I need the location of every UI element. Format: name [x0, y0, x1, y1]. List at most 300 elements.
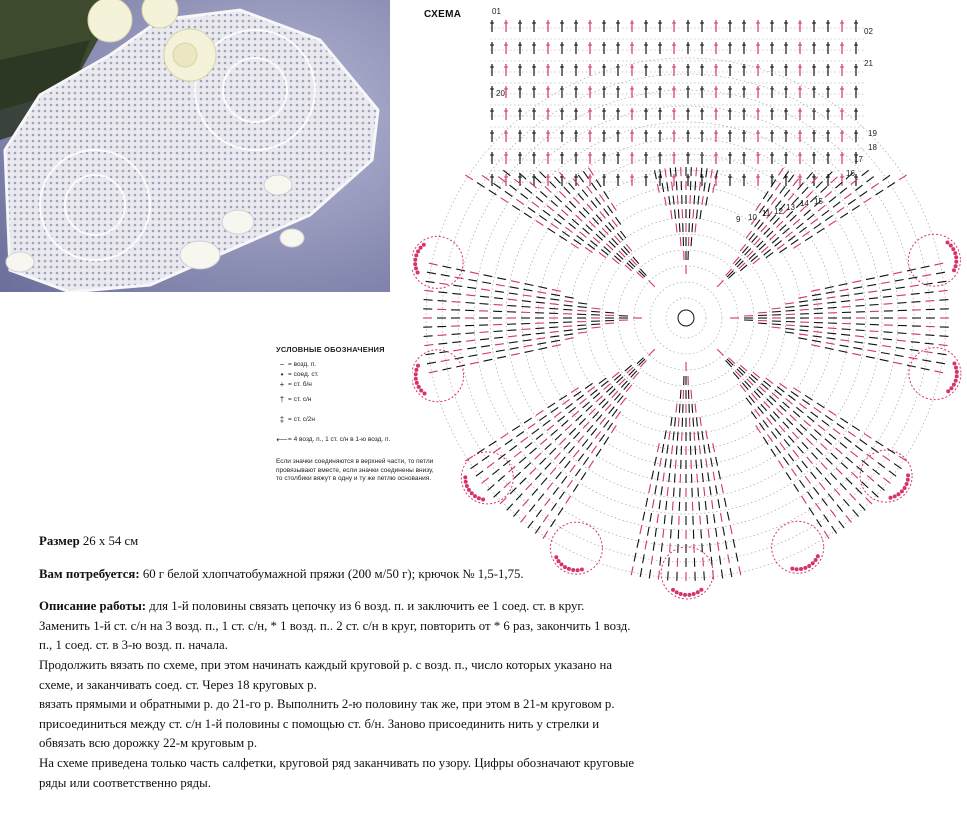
stitch-mark — [836, 448, 843, 454]
stitch-mark — [797, 465, 802, 472]
stitch-mark — [826, 343, 835, 345]
stitch-mark — [569, 407, 576, 413]
stitch-mark — [563, 309, 572, 310]
stitch-mark — [812, 294, 821, 296]
stitch-mark — [896, 348, 905, 349]
stitch-mark — [677, 432, 678, 441]
stitch-mark — [788, 454, 793, 461]
stitch-mark — [538, 348, 547, 350]
stitch-mark — [814, 430, 821, 436]
stitch-mark — [936, 362, 945, 364]
stitch-mark — [583, 457, 588, 464]
stitch-mark — [860, 440, 867, 445]
stitch-mark — [525, 284, 534, 286]
stitch-mark — [452, 293, 461, 294]
stitch-mark — [569, 183, 575, 190]
legend-item — [276, 360, 446, 368]
stitch-mark — [516, 432, 523, 437]
stitch-mark — [548, 228, 556, 233]
scallop — [412, 236, 463, 288]
stitch-mark — [599, 252, 606, 257]
stitch-mark — [840, 483, 846, 490]
stitch-mark — [643, 512, 645, 521]
stitch-mark — [602, 401, 608, 408]
stitch-mark — [783, 402, 790, 408]
picot-mark — [816, 554, 820, 558]
picot-mark — [414, 266, 418, 270]
stitch-mark — [710, 486, 711, 495]
legend-label: = ст. б/н — [288, 380, 312, 388]
stitch-mark — [551, 519, 556, 527]
stitch-mark — [539, 415, 546, 420]
stitch-mark — [786, 472, 791, 480]
stitch-mark — [767, 194, 772, 201]
stitch-mark — [678, 418, 679, 427]
stitch-mark — [521, 329, 530, 330]
stitch-mark — [562, 231, 569, 236]
row-number: 12 — [774, 207, 783, 216]
stitch-mark — [549, 327, 558, 328]
stitch-mark — [652, 471, 654, 480]
row-number: 21 — [864, 59, 873, 68]
stitch-mark — [784, 439, 790, 446]
size-line — [39, 532, 779, 552]
stitch-mark — [657, 443, 659, 452]
stitch-mark — [554, 412, 561, 418]
stitch-mark — [567, 480, 572, 487]
stitch-mark — [667, 182, 668, 191]
stitch-mark — [679, 223, 680, 232]
stitch-mark — [898, 303, 907, 304]
picot-mark — [413, 258, 417, 262]
stitch-mark — [876, 190, 884, 195]
stitch-mark — [870, 331, 879, 332]
stitch-mark — [508, 299, 517, 300]
stitch-mark — [921, 368, 930, 370]
stitch-mark — [588, 244, 595, 249]
stitch-mark — [426, 281, 435, 282]
picot-mark — [464, 480, 468, 484]
stitch-mark — [497, 356, 506, 358]
stitch-mark — [453, 285, 462, 286]
stitch-mark — [880, 359, 889, 361]
row-number: 16 — [846, 169, 855, 178]
stitch-mark — [799, 403, 806, 408]
stitch-mark — [767, 231, 773, 237]
stitch-mark — [538, 287, 547, 289]
stitch-mark — [562, 420, 569, 426]
row-number: 14 — [800, 199, 809, 208]
stitch-mark — [772, 308, 781, 309]
stitch-mark — [897, 295, 906, 296]
stitch-mark — [825, 348, 834, 350]
stitch-mark — [655, 457, 657, 466]
stitch-mark — [697, 474, 698, 483]
stitch-mark — [535, 453, 542, 459]
chain-icon: − — [279, 359, 285, 369]
stitch-mark — [545, 444, 552, 450]
stitch-mark — [799, 334, 808, 335]
stitch-mark — [775, 241, 782, 247]
stitch-mark — [480, 332, 489, 333]
stitch-mark — [536, 221, 544, 226]
stitch-mark — [528, 207, 535, 212]
treble-crochet-icon: ‡ — [279, 414, 285, 424]
legend-note: Если значки соединяются в верхней части, то петли провязывают вместе, если значки соединены внизу, то столбики вяжут в одну и ту же петлю основания. — [276, 458, 434, 482]
stitch-mark — [783, 422, 789, 429]
stitch-mark — [493, 448, 500, 453]
stitch-mark — [565, 461, 571, 468]
stitch-mark — [698, 196, 699, 205]
stitch-mark — [593, 218, 599, 225]
stitch-mark — [525, 443, 532, 449]
stitch-mark — [482, 353, 491, 355]
stitch-mark — [578, 175, 583, 182]
stitch-mark — [864, 433, 872, 438]
stitch-mark — [481, 289, 490, 290]
row-number: 02 — [864, 27, 873, 36]
stitch-mark — [611, 203, 616, 211]
stitch-mark — [525, 188, 532, 194]
stitch-mark — [851, 179, 858, 185]
stitch-mark — [878, 462, 885, 467]
stitch-mark — [939, 300, 948, 301]
stitch-mark — [578, 329, 587, 330]
stitch-mark — [552, 289, 561, 291]
stitch-mark — [832, 526, 837, 533]
stitch-mark — [775, 183, 780, 190]
stitch-mark — [814, 223, 821, 228]
description-line: вязать прямыми и обратными р. до 21-го р. Выполнить 2-ю половину так же, при этом в 21-м круговом р. — [39, 697, 615, 712]
stitch-mark — [536, 434, 543, 440]
stitch-mark — [574, 240, 581, 245]
picot-mark — [477, 496, 481, 500]
stitch-mark — [837, 424, 844, 429]
stitch-mark — [818, 205, 825, 211]
picot-mark — [416, 249, 420, 253]
stitch-mark — [910, 350, 919, 351]
stitch-mark — [554, 453, 560, 460]
stitch-mark — [575, 469, 580, 476]
stitch-mark — [702, 196, 703, 205]
chain-round — [490, 122, 882, 514]
stitch-mark — [551, 201, 558, 207]
stitch-mark — [522, 334, 531, 335]
stitch-mark — [524, 345, 533, 347]
stitch-mark — [611, 425, 616, 433]
stitch-mark — [814, 407, 821, 412]
stitch-mark — [565, 227, 572, 232]
stitch-mark — [493, 183, 500, 188]
stitch-mark — [811, 345, 820, 347]
stitch-mark — [718, 499, 720, 508]
stitch-mark — [837, 207, 844, 212]
stitch-mark — [819, 483, 825, 490]
stitch-mark — [895, 280, 904, 282]
stitch-mark — [427, 272, 436, 274]
stitch-mark — [704, 445, 705, 454]
picot-mark — [955, 374, 959, 378]
stitch-mark — [578, 307, 587, 308]
stitch-mark — [814, 327, 823, 328]
stitch-mark — [573, 484, 578, 492]
stitch-mark — [543, 420, 550, 425]
stitch-mark — [812, 453, 818, 460]
stitch-mark — [798, 446, 804, 453]
stitch-mark — [537, 297, 546, 298]
stitch-mark — [810, 434, 817, 440]
stitch-mark — [467, 287, 476, 288]
stitch-mark — [591, 324, 600, 325]
stitch-mark — [702, 473, 703, 482]
chain-round — [666, 298, 706, 338]
stitch-mark — [934, 263, 943, 265]
stitch-mark — [852, 426, 860, 431]
stitch-mark — [714, 514, 715, 523]
stitch-mark — [605, 225, 611, 232]
stitch-mark — [569, 223, 576, 229]
stitch-mark — [699, 445, 700, 454]
stitch-mark — [537, 343, 546, 345]
stitch-mark — [536, 197, 543, 203]
stitch-mark — [867, 177, 874, 183]
materials-value: 60 г белой хлопчатобумажной пряжи (200 м/50 г); крючок № 1,5-1,75. — [142, 566, 524, 581]
stitch-mark — [551, 294, 560, 296]
stitch-mark — [424, 290, 433, 291]
doily-photo — [0, 0, 390, 292]
stitch-mark — [870, 305, 879, 306]
stitch-mark — [599, 231, 605, 237]
stitch-mark — [589, 461, 594, 469]
stitch-mark — [924, 352, 933, 353]
stitch-mark — [779, 383, 786, 388]
stitch-mark — [530, 182, 537, 188]
stitch-mark — [802, 399, 809, 404]
stitch-mark — [897, 340, 906, 341]
stitch-mark — [466, 340, 475, 341]
stitch-mark — [869, 298, 878, 299]
stitch-mark — [525, 351, 534, 353]
stitch-mark — [680, 237, 681, 246]
stitch-mark — [846, 515, 852, 522]
stitch-mark — [578, 194, 584, 201]
stitch-mark — [817, 519, 822, 527]
stitch-mark — [599, 399, 605, 405]
stitch-mark — [766, 252, 773, 257]
stitch-mark — [540, 439, 547, 445]
stitch-mark — [839, 521, 844, 528]
legend-label: = 4 возд. п., 1 ст. с/н в 1-ю возд. п. — [288, 435, 391, 443]
stitch-mark — [665, 169, 666, 178]
stitch-mark — [593, 237, 600, 243]
stitch-mark — [817, 403, 825, 408]
stitch-mark — [846, 478, 852, 484]
stitch-mark — [509, 293, 518, 294]
picot-mark — [467, 488, 471, 492]
stitch-mark — [909, 357, 918, 359]
stitch-mark — [826, 458, 832, 464]
stitch-mark — [453, 350, 462, 351]
stitch-mark — [791, 391, 798, 396]
stitch-mark — [559, 457, 565, 464]
stitch-mark — [773, 218, 779, 225]
stitch-mark — [800, 326, 809, 327]
stitch-mark — [604, 191, 609, 199]
stitch-mark — [609, 222, 615, 229]
stitch-mark — [565, 338, 574, 340]
stitch-mark — [881, 282, 890, 284]
row-number: 17 — [854, 155, 863, 164]
stitch-mark — [893, 362, 902, 364]
stitch-mark — [843, 499, 849, 506]
stitch-mark — [562, 399, 569, 404]
stitch-mark — [482, 175, 489, 180]
stitch-mark — [566, 496, 571, 504]
stitch-mark — [922, 275, 931, 277]
stitch-mark — [585, 248, 592, 253]
stitch-mark — [758, 407, 764, 414]
picot-mark — [790, 567, 794, 571]
stitch-mark — [671, 210, 672, 219]
stitch-mark — [470, 362, 479, 364]
stitch-mark — [713, 184, 715, 193]
stitch-mark — [826, 292, 835, 294]
stitch-mark — [938, 281, 947, 282]
stitch-mark — [587, 443, 593, 450]
stitch-mark — [532, 489, 538, 496]
stitch-mark — [836, 468, 842, 474]
stitch-mark — [899, 456, 907, 461]
stitch-mark — [559, 395, 567, 400]
stitch-mark — [578, 436, 584, 443]
stitch-mark — [511, 281, 520, 283]
arrow-left-icon: ⟵ — [276, 434, 288, 444]
stitch-mark — [670, 459, 671, 468]
stitch-mark — [807, 416, 814, 422]
description-line: ряды или соответственно ряды. — [39, 775, 211, 790]
stitch-mark — [510, 488, 516, 494]
stitch-mark — [565, 297, 574, 299]
stitch-mark — [545, 499, 551, 506]
stitch-mark — [896, 287, 905, 288]
stitch-mark — [761, 404, 767, 411]
picot-mark — [903, 486, 907, 490]
materials-line — [39, 565, 779, 585]
stitch-mark — [825, 287, 834, 289]
stitch-mark — [564, 442, 570, 449]
stitch-mark — [855, 446, 862, 451]
picot-mark — [413, 262, 417, 266]
picot-mark — [952, 268, 956, 272]
stitch-mark — [532, 202, 539, 207]
stitch-mark — [495, 291, 504, 292]
stitch-mark — [816, 503, 821, 510]
stitch-mark — [599, 194, 604, 201]
picot-mark — [954, 379, 958, 383]
stitch-mark — [713, 472, 715, 481]
scallop — [772, 521, 824, 573]
stitch-mark — [589, 168, 594, 176]
stitch-mark — [827, 302, 836, 303]
stitch-mark — [784, 190, 790, 197]
stitch-mark — [821, 444, 828, 450]
stitch-mark — [465, 175, 473, 180]
stitch-mark — [767, 399, 773, 405]
stitch-mark — [907, 269, 916, 271]
stitch-mark — [564, 301, 573, 302]
stitch-mark — [717, 349, 723, 355]
stitch-mark — [675, 417, 676, 426]
stitch-mark — [578, 332, 587, 333]
stitch-mark — [655, 170, 657, 179]
stitch-mark — [482, 456, 489, 461]
stitch-mark — [535, 177, 542, 183]
stitch-mark — [604, 437, 609, 445]
stitch-mark — [813, 336, 822, 337]
description-line: присоединиться между ст. с/н 1-й половины с помощью ст. б/н. Заново присоединить нить у стрелки и — [39, 716, 600, 731]
stitch-mark — [595, 197, 600, 204]
stitch-mark — [540, 458, 546, 464]
stitch-mark — [828, 328, 837, 329]
stitch-mark — [514, 451, 521, 457]
stitch-mark — [811, 472, 817, 479]
stitch-mark — [579, 418, 585, 424]
stitch-mark — [660, 458, 662, 467]
stitch-mark — [553, 487, 558, 494]
row-number: 11 — [762, 209, 771, 218]
stitch-mark — [695, 446, 696, 455]
stitch-mark — [559, 492, 564, 499]
stitch-mark — [521, 307, 530, 308]
stitch-mark — [788, 395, 795, 400]
stitch-mark — [796, 428, 802, 434]
stitch-mark — [571, 243, 579, 248]
stitch-mark — [547, 425, 554, 431]
stitch-mark — [595, 431, 600, 438]
stitch-mark — [802, 442, 808, 449]
stitch-mark — [899, 175, 907, 180]
legend-item — [276, 370, 446, 378]
stitch-mark — [468, 355, 477, 357]
stitch-mark — [620, 231, 625, 238]
stitch-mark — [659, 500, 660, 509]
stitch-mark — [758, 222, 764, 229]
stitch-mark — [585, 383, 592, 388]
stitch-mark — [646, 498, 648, 507]
stitch-mark — [587, 186, 593, 193]
stitch-mark — [851, 451, 858, 457]
stitch-mark — [800, 309, 809, 310]
stitch-mark — [825, 191, 832, 197]
description-line: п., 1 соед. ст. в 3-ю возд. п. начала. — [39, 638, 228, 653]
stitch-mark — [700, 516, 701, 525]
picot-mark — [952, 362, 956, 366]
stitch-mark — [818, 425, 825, 431]
stitch-mark — [777, 387, 784, 392]
stitch-mark — [867, 284, 876, 286]
stitch-mark — [772, 237, 779, 243]
stitch-mark — [785, 329, 794, 330]
stitch-mark — [663, 473, 664, 482]
stitch-mark — [866, 278, 875, 280]
stitch-mark — [541, 478, 547, 485]
stitch-mark — [852, 205, 860, 210]
stitch-mark — [535, 473, 541, 480]
stitch-mark — [788, 436, 794, 443]
stitch-mark — [699, 502, 700, 511]
stitch-mark — [755, 409, 760, 416]
stitch-mark — [574, 391, 581, 396]
